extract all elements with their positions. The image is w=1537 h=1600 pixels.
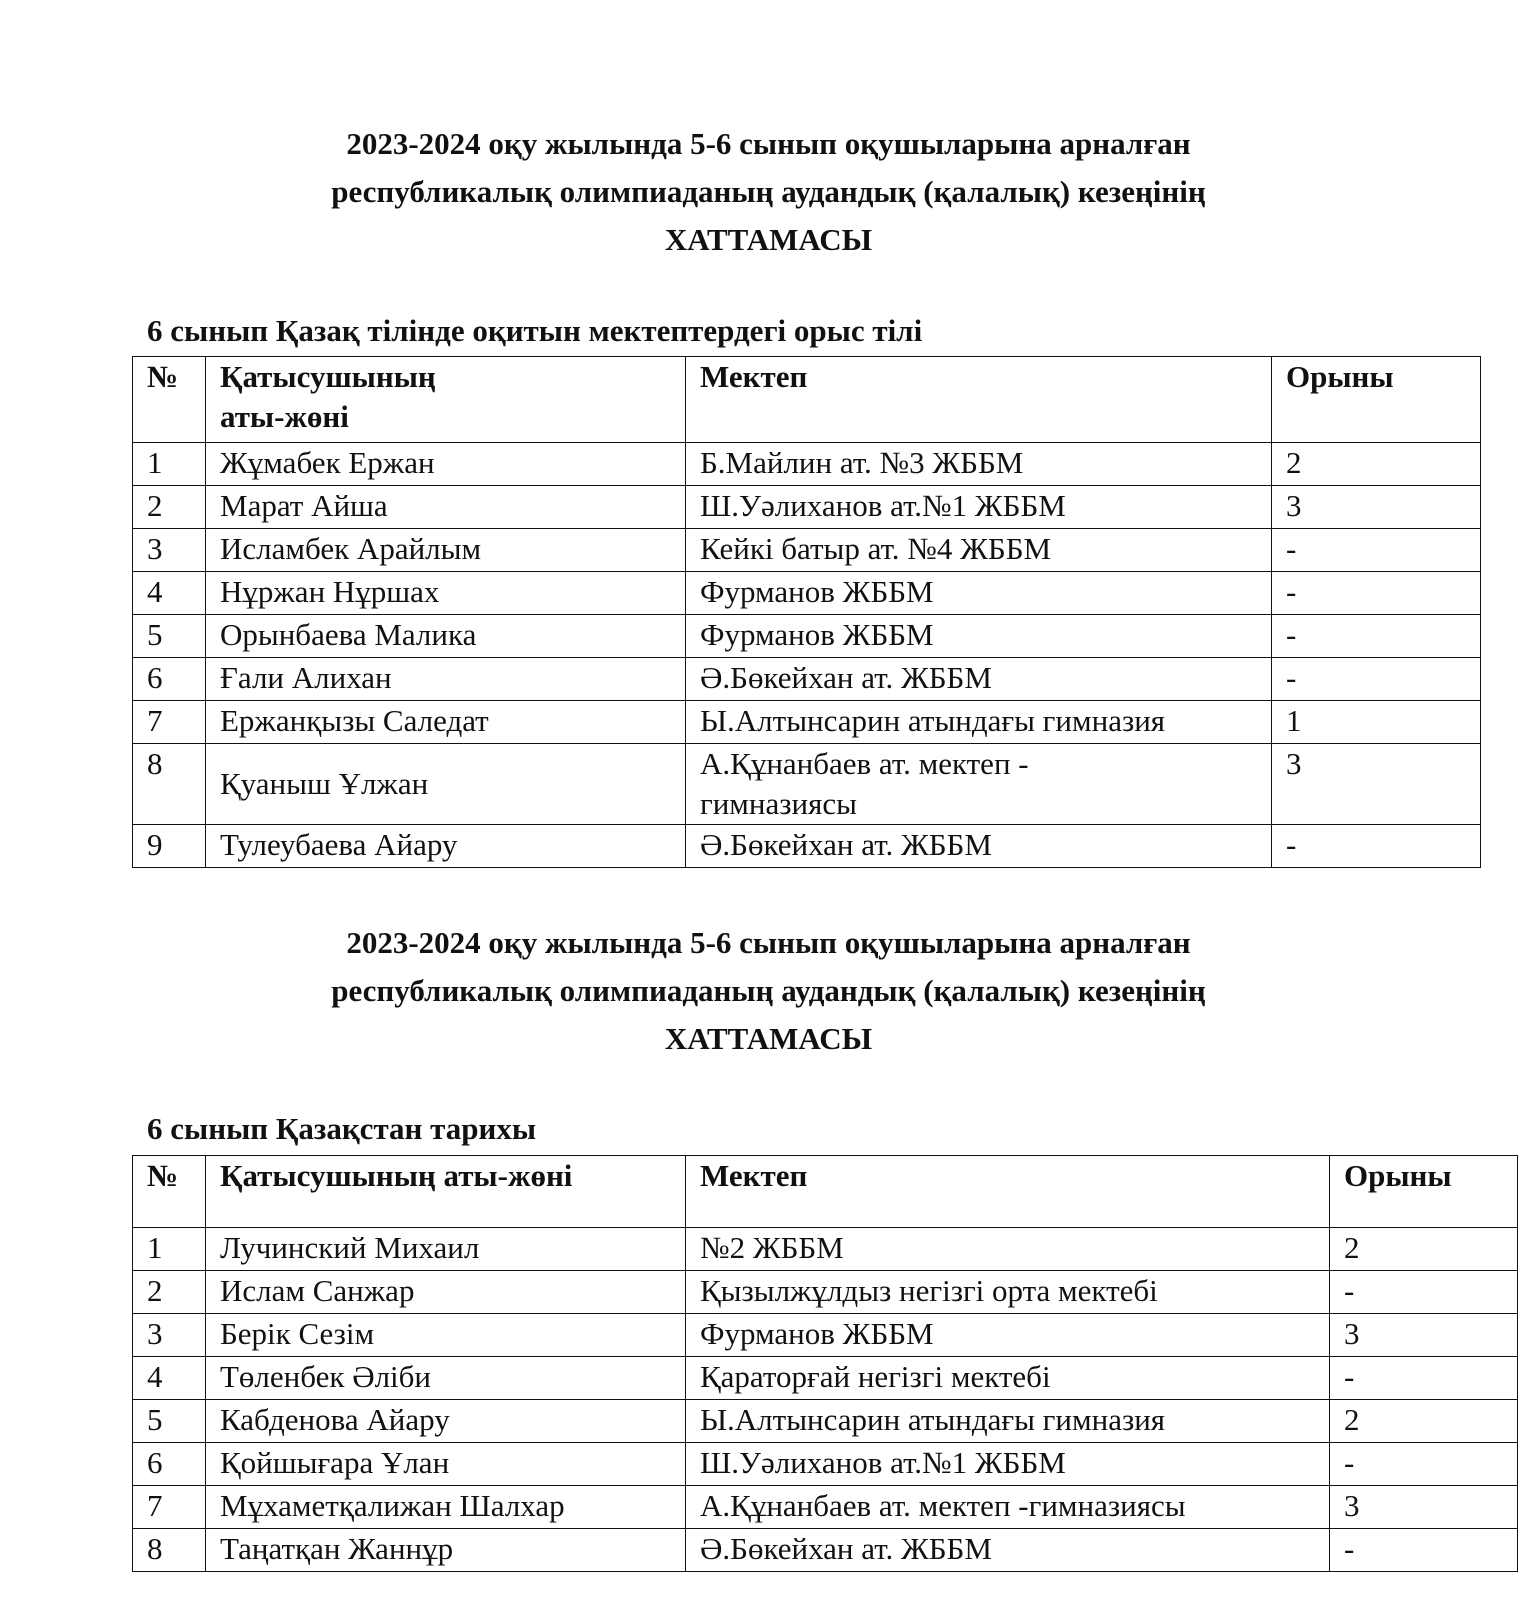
- table-header-row: [133, 357, 1481, 443]
- cell-school: [686, 825, 1272, 868]
- cell-name: Тулеубаева Айару: [206, 825, 686, 868]
- cell-num: 2: [133, 486, 206, 529]
- cell-num: 1: [133, 443, 206, 486]
- cell-school: Фурманов ЖББМ: [686, 1314, 1330, 1357]
- cell-name: Ержанқызы Саледат: [206, 701, 686, 744]
- cell-num: 3: [133, 529, 206, 572]
- protocol-1-heading-line2: республикалық олимпиаданың аудандық (қалалық) кезеңінің: [331, 174, 1206, 209]
- cell-place: 1: [1272, 701, 1481, 744]
- cell-name: Таңатқан Жаннұр: [206, 1529, 686, 1572]
- cell-school-line1: А.Құнанбаев ат. мектеп -: [700, 746, 1029, 781]
- cell-school: Қызылжұлдыз негізгі орта мектебі: [686, 1271, 1330, 1314]
- protocol-1-heading: [0, 120, 1537, 264]
- column-header-name: [206, 357, 686, 443]
- table-row: [133, 529, 1481, 572]
- cell-name: Орынбаева Малика: [206, 615, 686, 658]
- cell-place: 2: [1330, 1228, 1518, 1271]
- cell-name: Марат Айша: [206, 486, 686, 529]
- cell-num: 8: [133, 744, 206, 825]
- cell-num: 1: [133, 1228, 206, 1271]
- protocol-2-section-title: 6 сынып Қазақстан тарихы: [147, 1111, 537, 1146]
- cell-place: 2: [1330, 1400, 1518, 1443]
- cell-school: [686, 486, 1272, 529]
- table-row: [133, 1357, 1518, 1400]
- table-row: [133, 1443, 1518, 1486]
- cell-school-line2: гимназиясы: [700, 786, 857, 821]
- cell-place: 3: [1272, 486, 1481, 529]
- cell-school-line1: Ә.Бөкейхан ат. ЖББМ: [700, 827, 992, 862]
- table-row: [133, 443, 1481, 486]
- table-row: [133, 1314, 1518, 1357]
- cell-name: Қуаныш Ұлжан: [206, 744, 686, 825]
- cell-name: Мұхаметқалижан Шалхар: [206, 1486, 686, 1529]
- table-row: [133, 615, 1481, 658]
- cell-place: 3: [1272, 744, 1481, 825]
- protocol-1-section-title: 6 сынып Қазақ тілінде оқитын мектептердегі орыс тілі: [147, 313, 923, 348]
- cell-name: Кабденова Айару: [206, 1400, 686, 1443]
- cell-place: -: [1272, 658, 1481, 701]
- column-header-place: Орыны: [1330, 1156, 1518, 1228]
- table-row: [133, 825, 1481, 868]
- protocol-1-table: [132, 356, 1481, 868]
- table-row: [133, 572, 1481, 615]
- cell-place: -: [1272, 615, 1481, 658]
- cell-place: 2: [1272, 443, 1481, 486]
- protocol-2-heading-line2: республикалық олимпиаданың аудандық (қалалық) кезеңінің: [331, 973, 1206, 1008]
- cell-place: -: [1272, 825, 1481, 868]
- cell-school: Ш.Уәлиханов ат.№1 ЖББМ: [686, 1443, 1330, 1486]
- cell-school: [686, 572, 1272, 615]
- cell-num: 9: [133, 825, 206, 868]
- cell-num: 6: [133, 658, 206, 701]
- column-header-place: Орыны: [1272, 357, 1481, 443]
- table-row: [133, 744, 1481, 825]
- table-header-row: [133, 1156, 1518, 1228]
- cell-name: Нұржан Нұршах: [206, 572, 686, 615]
- column-header-name: Қатысушының аты-жөні: [206, 1156, 686, 1228]
- column-header-school: Мектеп: [686, 357, 1272, 443]
- cell-school: Қараторғай негізгі мектебі: [686, 1357, 1330, 1400]
- cell-school: А.Құнанбаев ат. мектеп -гимназиясы: [686, 1486, 1330, 1529]
- table-row: [133, 1228, 1518, 1271]
- cell-school: №2 ЖББМ: [686, 1228, 1330, 1271]
- cell-num: 3: [133, 1314, 206, 1357]
- column-header-num: №: [133, 1156, 206, 1228]
- table-row: [133, 1400, 1518, 1443]
- cell-school-line1: Кейкі батыр ат. №4 ЖББМ: [700, 531, 1052, 566]
- cell-name: Төленбек Әліби: [206, 1357, 686, 1400]
- cell-school-line1: Ә.Бөкейхан ат. ЖББМ: [700, 660, 992, 695]
- cell-place: -: [1330, 1529, 1518, 1572]
- cell-school-line1: Ы.Алтынсарин атындағы гимназия: [700, 703, 1166, 738]
- cell-num: 4: [133, 572, 206, 615]
- cell-name: Қойшығара Ұлан: [206, 1443, 686, 1486]
- protocol-2-heading-line3: ХАТТАМАСЫ: [664, 1021, 873, 1056]
- cell-num: 6: [133, 1443, 206, 1486]
- cell-school-line1: Фурманов ЖББМ: [700, 574, 934, 609]
- cell-name: Берік Сезім: [206, 1314, 686, 1357]
- cell-school: [686, 701, 1272, 744]
- cell-school: [686, 658, 1272, 701]
- protocol-1-heading-line3: ХАТТАМАСЫ: [664, 222, 873, 257]
- cell-num: 2: [133, 1271, 206, 1314]
- table-row: [133, 486, 1481, 529]
- cell-name: Исламбек Арайлым: [206, 529, 686, 572]
- protocol-2-heading-line1: 2023-2024 оқу жылында 5-6 сынып оқушыларына арналған: [346, 925, 1191, 960]
- cell-school: [686, 443, 1272, 486]
- cell-place: -: [1330, 1357, 1518, 1400]
- cell-place: -: [1330, 1271, 1518, 1314]
- column-header-school: Мектеп: [686, 1156, 1330, 1228]
- cell-place: -: [1272, 529, 1481, 572]
- cell-num: 7: [133, 1486, 206, 1529]
- cell-school: Ы.Алтынсарин атындағы гимназия: [686, 1400, 1330, 1443]
- cell-name: Ғали Алихан: [206, 658, 686, 701]
- column-header-name-line1: Қатысушының: [220, 359, 436, 394]
- protocol-1-heading-line1: 2023-2024 оқу жылында 5-6 сынып оқушыларына арналған: [346, 126, 1191, 161]
- cell-num: 8: [133, 1529, 206, 1572]
- cell-place: 3: [1330, 1314, 1518, 1357]
- cell-school-line1: Ш.Уәлиханов ат.№1 ЖББМ: [700, 488, 1066, 523]
- cell-name: Ислам Санжар: [206, 1271, 686, 1314]
- cell-num: 5: [133, 1400, 206, 1443]
- cell-num: 5: [133, 615, 206, 658]
- column-header-num: №: [133, 357, 206, 443]
- cell-num: 4: [133, 1357, 206, 1400]
- table-row: [133, 1529, 1518, 1572]
- table-row: [133, 1486, 1518, 1529]
- cell-school: [686, 615, 1272, 658]
- column-header-name-line2: аты-жөні: [220, 399, 349, 434]
- protocol-2-table: [132, 1155, 1518, 1572]
- cell-place: -: [1272, 572, 1481, 615]
- table-row: [133, 658, 1481, 701]
- table-row: [133, 701, 1481, 744]
- cell-school-line1: Б.Майлин ат. №3 ЖББМ: [700, 445, 1024, 480]
- cell-school: [686, 744, 1272, 825]
- protocol-2-heading: [0, 919, 1537, 1063]
- cell-name: Жұмабек Ержан: [206, 443, 686, 486]
- cell-num: 7: [133, 701, 206, 744]
- cell-name: Лучинский Михаил: [206, 1228, 686, 1271]
- cell-place: 3: [1330, 1486, 1518, 1529]
- cell-place: -: [1330, 1443, 1518, 1486]
- cell-school: Ә.Бөкейхан ат. ЖББМ: [686, 1529, 1330, 1572]
- cell-school: [686, 529, 1272, 572]
- cell-school-line1: Фурманов ЖББМ: [700, 617, 934, 652]
- table-row: [133, 1271, 1518, 1314]
